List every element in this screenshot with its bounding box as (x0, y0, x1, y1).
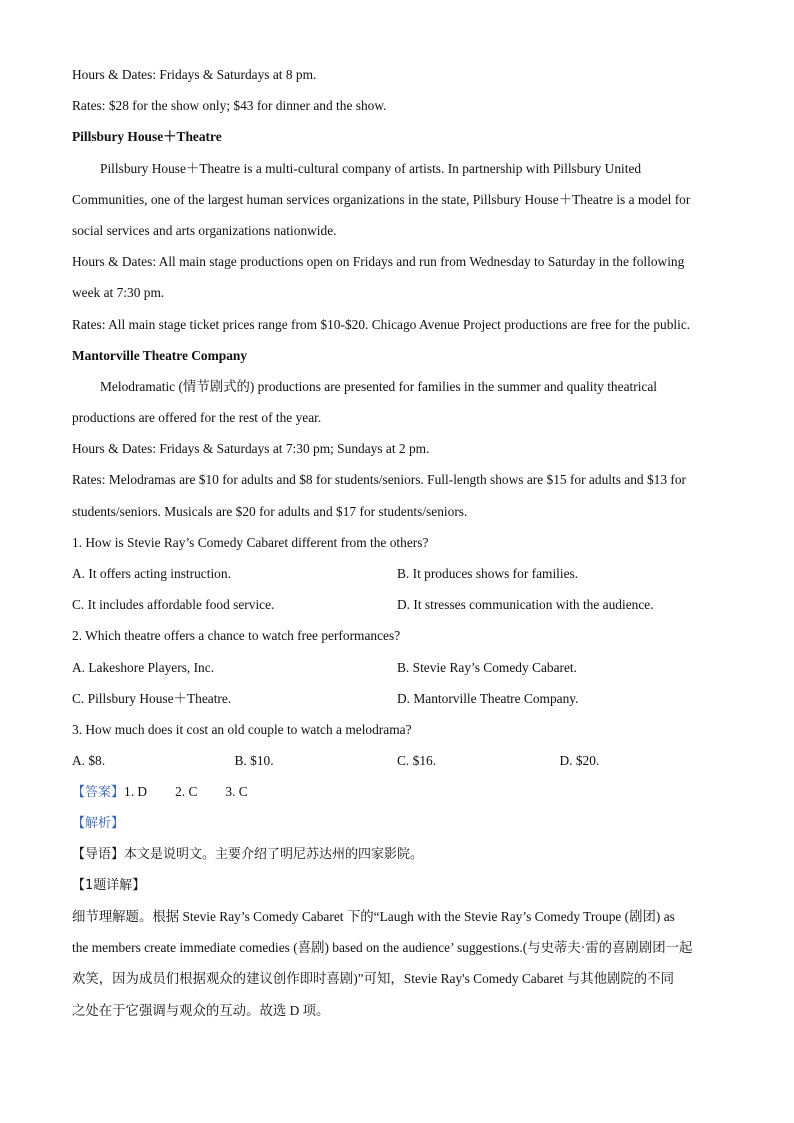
detail-label: 【1题详解】 (72, 877, 146, 893)
question-3-option-a: A. $8. (72, 753, 106, 769)
question-2-option-b: B. Stevie Ray’s Comedy Cabaret. (397, 659, 578, 675)
question-3-option-b: B. $10. (234, 753, 274, 769)
mantorville-rates-line-1: Rates: Melodramas are $10 for adults and $8 for students/seniors. Full-length shows are $15 for adults and $13 for (72, 472, 686, 488)
lakeshore-rates: Rates: $28 for the show only; $43 for dinner and the show. (72, 98, 387, 114)
question-1-options-row-2 (72, 594, 722, 625)
question-2-options-row-1 (72, 657, 722, 688)
mantorville-desc-line-2: productions are offered for the rest of the year. (72, 410, 322, 426)
pillsbury-hours-line-2: week at 7:30 pm. (72, 285, 165, 301)
pillsbury-heading: Pillsbury House＋Theatre (72, 129, 222, 145)
pillsbury-hours-line-1: Hours & Dates: All main stage productions open on Fridays and run from Wednesday to Saturday in the following (72, 254, 685, 270)
detail-line-3: 欢笑，因为成员们根据观众的建议创作即时喜剧)”可知，Stevie Ray's Comedy Cabaret 与其他剧院的不同 (72, 971, 674, 987)
mantorville-hours: Hours & Dates: Fridays & Saturdays at 7:30 pm; Sundays at 2 pm. (72, 441, 430, 457)
question-3-stem: 3. How much does it cost an old couple to watch a melodrama? (72, 721, 412, 737)
question-1-option-a: A. It offers acting instruction. (72, 566, 231, 581)
mantorville-desc-line-1: Melodramatic (情节剧式的) productions are presented for families in the summer and quality theatrical (100, 378, 658, 394)
question-1-option-c: C. It includes affordable food service. (72, 597, 275, 613)
answer-label: 【答案】 (72, 785, 125, 801)
lakeshore-hours: Hours & Dates: Fridays & Saturdays at 8 pm. (72, 67, 317, 82)
pillsbury-desc-line-2: Communities, one of the largest human services organizations in the state, Pillsbury House＋Theatre is a model for (72, 191, 691, 207)
answer-item-1: 1. D (124, 784, 148, 800)
detail-line-1: 细节理解题。根据 Stevie Ray’s Comedy Cabaret 下的“Laugh with the Stevie Ray’s Comedy Troupe (剧团) as (72, 909, 675, 925)
mantorville-rates-line-2: students/seniors. Musicals are $20 for adults and $17 for students/seniors. (72, 503, 468, 519)
detail-line-2: the members create immediate comedies (喜剧) based on the audience’ suggestions.(与史蒂夫·雷的喜剧剧团一起 (72, 940, 693, 956)
pillsbury-desc-line-1: Pillsbury House＋Theatre is a multi-cultural company of artists. In partnership with Pillsbury United (100, 160, 642, 176)
question-3-options-row (72, 750, 722, 781)
question-2-option-c: C. Pillsbury House＋Theatre. (72, 690, 232, 706)
analysis-label: 【解析】 (72, 815, 125, 831)
document-page (72, 64, 722, 1031)
question-3-option-d: D. $20. (559, 753, 600, 769)
detail-line-4: 之处在于它强调与观众的互动。故选 D 项。 (72, 1002, 330, 1018)
question-1-option-b: B. It produces shows for families. (397, 566, 579, 581)
question-1-stem: 1. How is Stevie Ray’s Comedy Cabaret different from the others? (72, 534, 429, 550)
question-1-option-d: D. It stresses communication with the audience. (397, 597, 654, 613)
mantorville-heading: Mantorville Theatre Company (72, 347, 248, 363)
question-3-option-c: C. $16. (397, 753, 437, 769)
answer-item-2: 2. C (175, 784, 198, 800)
question-2-stem: 2. Which theatre offers a chance to watch free performances? (72, 628, 401, 644)
question-1-options-row-1 (72, 563, 722, 594)
guide-line (72, 844, 722, 875)
pillsbury-desc-line-3: social services and arts organizations nationwide. (72, 222, 337, 238)
question-2-option-a: A. Lakeshore Players, Inc. (72, 659, 215, 675)
question-2-option-d: D. Mantorville Theatre Company. (397, 690, 579, 706)
answer-line (72, 781, 722, 812)
guide-text: 本文是说明文。主要介绍了明尼苏达州的四家影院。 (124, 846, 424, 862)
guide-label: 【导语】 (72, 846, 125, 862)
question-2-options-row-2 (72, 688, 722, 719)
answer-item-3: 3. C (225, 784, 248, 800)
pillsbury-rates: Rates: All main stage ticket prices range from $10-$20. Chicago Avenue Project productions are free for the public. (72, 316, 691, 332)
